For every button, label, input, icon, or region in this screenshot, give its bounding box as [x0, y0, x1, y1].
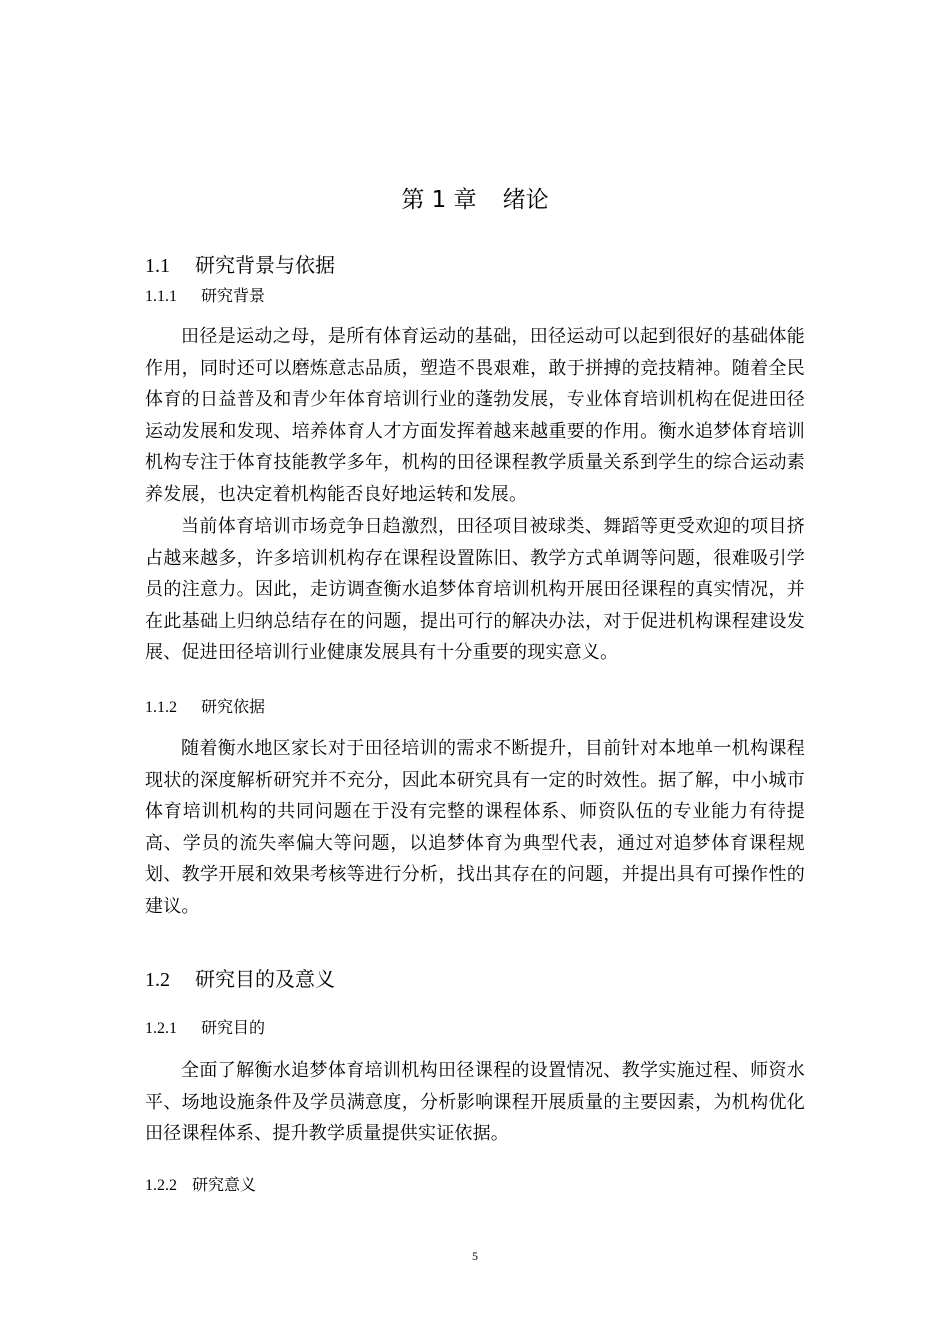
chapter-title — [0, 184, 950, 216]
subsection-number: 1.2.2 — [145, 1177, 177, 1194]
subsection-title: 研究意义 — [192, 1175, 257, 1194]
paragraph-purpose-1: 全面了解衡水追梦体育培训机构田径课程的设置情况、教学实施过程、师资水平、场地设施条件及学员满意度，分析影响课程开展质量的主要因素，为机构优化田径课程体系、提升教学质量提供实证依据。 — [145, 1060, 805, 1145]
paragraph-background-2: 当前体育培训市场竞争日趋激烈，田径项目被球类、舞蹈等更受欢迎的项目挤占越来越多，许多培训机构存在课程设置陈旧、教学方式单调等问题，很难吸引学员的注意力。因此，走访调查衡水追梦体育培训机构开展田径课程的真实情况，并在此基础上归纳总结存在的问题，提出可行的解决办法，对于促进机构课程建设发展、促进田径培训行业健康发展具有十分重要的现实意义。 — [145, 516, 805, 664]
subsection-number: 1.1.1 — [145, 288, 177, 305]
chapter-number: 第 1 章 — [401, 187, 477, 213]
subsection-heading-1-2-1 — [145, 1016, 265, 1041]
subsection-title: 研究背景 — [201, 286, 266, 305]
subsection-number: 1.1.2 — [145, 699, 177, 716]
section-number: 1.2 — [145, 969, 170, 991]
section-title: 研究背景与依据 — [195, 253, 335, 277]
subsection-heading-1-1-1 — [145, 284, 265, 309]
subsection-number: 1.2.1 — [145, 1020, 177, 1037]
subsection-heading-1-1-2 — [145, 695, 265, 720]
section-heading-1-1 — [145, 251, 335, 280]
section-number: 1.1 — [145, 255, 170, 277]
chapter-name: 绪论 — [502, 187, 549, 213]
section-heading-1-2 — [145, 965, 335, 994]
paragraph-background-1: 田径是运动之母，是所有体育运动的基础，田径运动可以起到很好的基础体能作用，同时还可以磨炼意志品质，塑造不畏艰难，敢于拼搏的竞技精神。随着全民体育的日益普及和青少年体育培训行业的蓬勃发展，专业体育培训机构在促进田径运动发展和发现、培养体育人才方面发挥着越来越重要的作用。衡水追梦体育培训机构专注于体育技能教学多年，机构的田径课程教学质量关系到学生的综合运动素养发展，也决定着机构能否良好地运转和发展。 — [145, 326, 805, 505]
page-number: 5 — [472, 1249, 478, 1263]
paragraph-basis-1: 随着衡水地区家长对于田径培训的需求不断提升，目前针对本地单一机构课程现状的深度解析研究并不充分，因此本研究具有一定的时效性。据了解，中小城市体育培训机构的共同问题在于没有完整的课程体系、师资队伍的专业能力有待提高、学员的流失率偏大等问题，以追梦体育为典型代表，通过对追梦体育课程规划、教学开展和效果考核等进行分析，找出其存在的问题，并提出具有可操作性的建议。 — [145, 738, 805, 917]
subsection-heading-1-2-2 — [145, 1173, 256, 1198]
subsection-title: 研究目的 — [201, 1018, 266, 1037]
subsection-title: 研究依据 — [201, 697, 266, 716]
section-title: 研究目的及意义 — [195, 967, 335, 991]
